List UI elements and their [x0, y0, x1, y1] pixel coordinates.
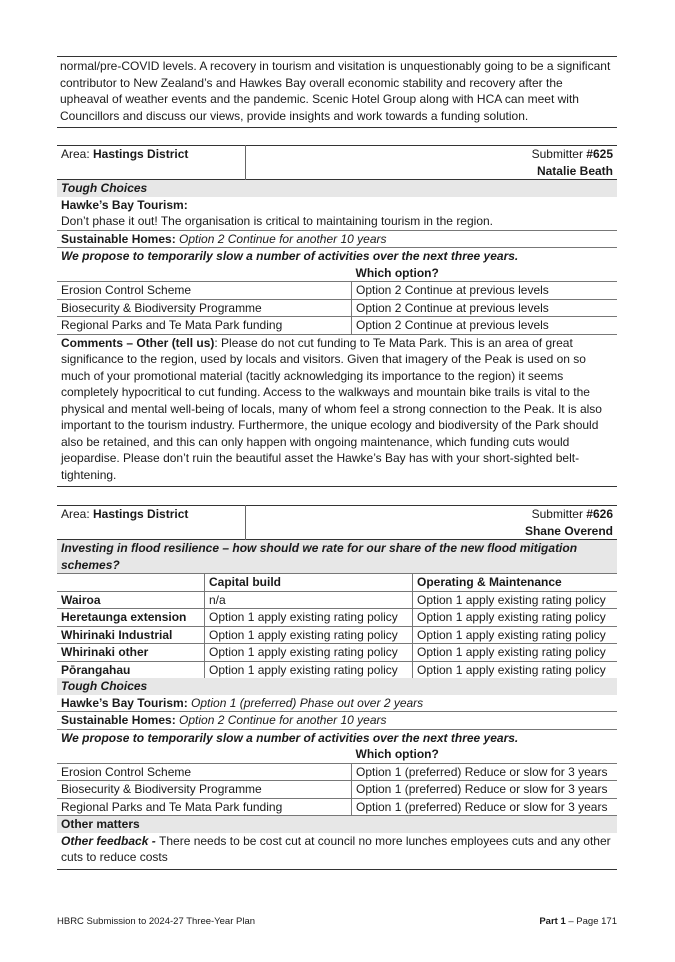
col-capital: Capital build — [205, 574, 413, 592]
activity-row: Regional Parks and Te Mata Park funding Option 1 (preferred) Reduce or slow for 3 years — [57, 798, 617, 816]
tough-choices-626 — [57, 678, 617, 870]
footer-title: HBRC Submission to 2024-27 Three-Year Plan — [57, 916, 256, 927]
other-feedback-row — [57, 833, 617, 870]
hbt-label: Hawke’s Bay Tourism: — [61, 197, 188, 212]
flood-row: Wairoa n/a Option 1 apply existing rating policy — [57, 591, 617, 609]
area-value: Hastings District — [93, 147, 189, 161]
activity-row: Regional Parks and Te Mata Park funding Option 2 Continue at previous levels — [57, 317, 617, 335]
flood-heading: Investing in flood resilience – how should we rate for our share of the new flood mitigation schemes? — [57, 540, 617, 574]
submitter-name: Natalie Beath — [536, 163, 613, 178]
submitter-cell: Submitter #626 Shane Overend — [524, 507, 613, 538]
which-option-heading: Which option? — [355, 265, 439, 280]
footer-page-number: Part 1 – Page 171 — [539, 916, 617, 927]
activities-table-625 — [57, 248, 617, 487]
sustainable-homes: Sustainable Homes: Option 2 Continue for another 10 years — [57, 230, 617, 248]
activity-row: Biosecurity & Biodiversity Programme Option 2 Continue at previous levels — [57, 299, 617, 317]
submitter-number: #626 — [586, 507, 613, 521]
activity-row: Erosion Control Scheme Option 1 (preferred) Reduce or slow for 3 years — [57, 763, 617, 781]
area-value: Hastings District — [93, 507, 189, 521]
submitter-cell: Submitter #625 Natalie Beath — [531, 147, 613, 178]
submission-625 — [57, 145, 617, 248]
feedback-text: There needs to be cost cut at council no more lunches employees cuts and any other cuts to reduce costs — [61, 833, 611, 864]
activity-row: Erosion Control Scheme Option 2 Continue at previous levels — [57, 282, 617, 300]
page-footer — [57, 916, 617, 927]
submitter-header-row — [57, 506, 617, 540]
hbt-text: Don’t phase it out! The organisation is critical to maintaining tourism in the region. — [57, 213, 617, 230]
flood-row: Whirinaki other Option 1 apply existing rating policy Option 1 apply existing rating policy — [57, 644, 617, 662]
flood-row: Pōrangahau Option 1 apply existing rating policy Option 1 apply existing rating policy — [57, 661, 617, 678]
intro-paragraph: normal/pre-COVID levels. A recovery in tourism and visitation is unquestionably going to be a significant contributor to New Zealand’s and Hawkes Bay overall economic stability and recovery after the upheaval of weather events and the pandemic. Scenic Hotel Group along with HCA can meet with Councillors and discuss our views, provide insights and work towards a funding solution. — [57, 56, 617, 128]
area-cell: Area: Hastings District — [57, 506, 246, 540]
submission-626 — [57, 505, 617, 573]
slow-heading: We propose to temporarily slow a number of activities over the next three years. — [61, 730, 519, 745]
flood-table — [57, 573, 617, 678]
document-page — [57, 0, 617, 870]
hbt-choice: Hawke’s Bay Tourism: Option 1 (preferred) Phase out over 2 years — [57, 695, 617, 712]
comments-row — [57, 334, 617, 487]
submitter-name: Shane Overend — [524, 523, 613, 538]
activity-row: Biosecurity & Biodiversity Programme Option 1 (preferred) Reduce or slow for 3 years — [57, 781, 617, 799]
area-cell: Area: Hastings District — [57, 146, 246, 180]
comments-label: Comments – Other (tell us) — [61, 335, 215, 350]
submitter-header-row — [57, 146, 617, 180]
slow-heading: We propose to temporarily slow a number of activities over the next three years. — [61, 249, 519, 263]
col-opmaint: Operating & Maintenance — [413, 574, 618, 592]
sustainable-homes: Sustainable Homes: Option 2 Continue for another 10 years — [57, 712, 617, 730]
which-option-heading: Which option? — [355, 747, 439, 761]
flood-row: Whirinaki Industrial Option 1 apply existing rating policy Option 1 apply existing rating policy — [57, 626, 617, 644]
section-heading: Tough Choices — [57, 180, 617, 197]
submitter-number: #625 — [586, 147, 613, 161]
comments-text: : Please do not cut funding to Te Mata Park. This is an area of great significance to the region, used by locals and visitors. Given that imagery of the Peak is used on so much of your promotional material (tacitly acknowledging its importance to the region) it seems completely hypocritical to cut funding. Access to the walkways and mountain bike trails is vital to the physical and mental well-being of locals, many of whom feel a strong connection to the Peak. It is also important to the tourism industry. Furthermore, the unique ecology and biodiversity of the Park should also be retained, and this can only happen with ongoing maintenance, which funding cuts would jeopardise. Please don’t ruin the beautiful asset the Hawke’s Bay has with your short-sighted belt-tightening. — [61, 335, 602, 482]
flood-row: Heretaunga extension Option 1 apply existing rating policy Option 1 apply existing rating policy — [57, 609, 617, 627]
other-matters-heading: Other matters — [57, 816, 617, 833]
section-heading: Tough Choices — [57, 678, 617, 695]
feedback-label: Other feedback - — [61, 833, 160, 848]
